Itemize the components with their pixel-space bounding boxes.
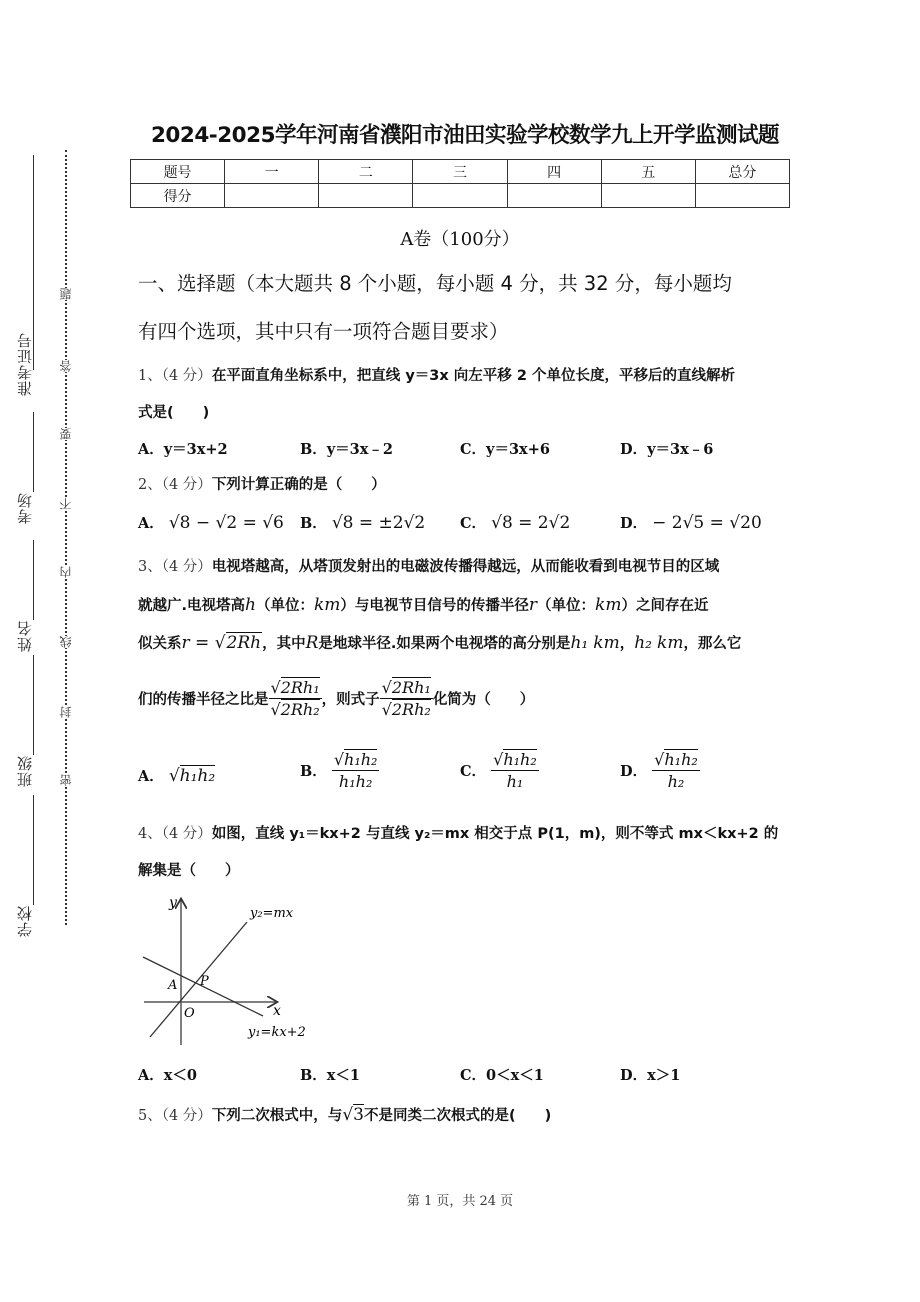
q4-option-b[interactable]: B．x＜1 [300,1067,360,1084]
fraction-numerator: √h₁h₂ [493,750,537,769]
q1-option-c[interactable]: C．y＝3x+6 [460,441,550,458]
radicand: 2Rh₁ [280,678,320,697]
text: ，那么它 [683,636,742,652]
seal-char: 内 [59,566,73,578]
q1-option-b[interactable]: B．y＝3x﹣2 [300,441,394,458]
q4-option-a[interactable]: A．x＜0 [138,1067,197,1084]
seal-dotted-line [65,150,67,925]
line-y2 [150,922,247,1037]
text: 是地球半径.如果两个电视塔的高分别是 [318,636,571,652]
unit-km: km [593,633,620,653]
score-cell[interactable] [413,184,507,208]
header-cell: 二 [319,160,413,184]
text: 就越广.电视塔高 [138,598,246,614]
question-3-line2 [138,594,798,615]
text: 们的传播半径之比是 [138,692,269,708]
fraction-denominator: h₁ [506,772,524,791]
text: 似关系 [138,636,182,652]
score-table [130,159,790,208]
radicand: h₁h₂ [664,750,698,769]
text: ）之间存在近 [621,598,709,614]
score-table-header-row [131,160,790,184]
label-a: A [168,978,178,993]
option-label: B． [300,763,327,780]
question-1-line1 [138,364,798,385]
var-h1: h₁ [570,633,589,653]
label-line-y1: y₁=kx+2 [248,1025,306,1040]
question-3-line4 [138,678,798,719]
var-r: r [528,595,538,615]
class-label: 班级 [16,755,34,787]
section-title-line2: 有四个选项，其中只有一项符合题目要求） [138,320,509,343]
option-expression: √8 = ±2√2 [331,513,426,533]
name-label: 姓名 [16,620,34,652]
expression-fraction [380,678,433,719]
seal-char: 题 [59,288,73,300]
question-text: 下列计算正确的是（ ） [211,477,386,493]
question-number: 2、（4 分） [138,477,212,493]
q2-option-c[interactable] [460,512,570,533]
question-5-line1 [138,1104,798,1125]
seal-char: 密 [59,774,73,786]
exam-title: 2024-2025学年河南省濮阳市油田实验学校数学九上开学监测试题 [150,123,780,148]
header-cell: 总分 [695,160,789,184]
q1-option-a[interactable]: A．y＝3x+2 [138,441,228,458]
question-number: 1、（4 分） [138,368,212,384]
option-label: A． [138,515,164,532]
var-h2: h₂ [634,633,652,653]
question-number: 3、（4 分） [138,559,212,575]
text: ， [619,636,635,652]
fraction-numerator: √h₁h₂ [333,750,378,769]
seal-char: 要 [59,428,73,440]
row-label-cell: 得分 [131,184,225,208]
radicand: 2Rh₂ [391,700,431,719]
q4-option-d[interactable]: D．x＞1 [620,1067,681,1084]
question-2-line1 [138,473,798,494]
score-cell[interactable] [695,184,789,208]
option-label: B． [300,515,327,532]
text: ，其中 [262,636,306,652]
unit-km: km [657,633,684,653]
header-cell: 四 [507,160,601,184]
var-h: h [245,595,256,615]
volume-title: A卷（100分） [400,229,520,250]
question-text: 电视塔越高，从塔顶发射出的电磁波传播得越远，从而能收看到电视节目的区域 [211,559,720,575]
label-line-y2: y₂=mx [250,906,294,921]
q1-option-d[interactable]: D．y＝3x﹣6 [620,441,714,458]
q2-option-d[interactable] [620,512,762,533]
header-cell: 三 [413,160,507,184]
exam-room-underline [33,412,34,492]
option-label: D． [620,515,648,532]
header-cell: 题号 [131,160,225,184]
exam-id-label: 准考证号 [16,332,34,396]
score-cell[interactable] [319,184,413,208]
text: （单位： [255,598,314,614]
option-label: D． [620,763,648,780]
option-fraction [491,750,539,791]
unit-km: km [313,595,341,615]
option-expression: √8 = 2√2 [491,513,571,533]
score-cell[interactable] [601,184,695,208]
score-cell[interactable] [507,184,601,208]
page-footer: 第 1 页，共 24 页 [406,1194,514,1209]
q3-option-b[interactable] [300,750,379,791]
var-R: R [305,633,319,653]
name-underline [33,540,34,620]
question-4-line1 [138,822,798,843]
score-cell[interactable] [225,184,319,208]
ratio-fraction [269,678,322,719]
seal-char: 封 [59,706,73,718]
label-x: x [273,1003,281,1019]
label-p: P [200,974,209,989]
q4-option-c[interactable]: C．0＜x＜1 [460,1067,544,1084]
radicand: h₁h₂ [503,750,537,769]
text: ，则式子 [321,692,380,708]
sqrt-2Rh: √2Rh [214,633,262,653]
question-number: 4、（4 分） [138,826,212,842]
question-number: 5、（4 分） [138,1108,212,1124]
header-cell: 五 [601,160,695,184]
section-title-line1: 一、选择题（本大题共 8 个小题，每小题 4 分，共 32 分，每小题均 [138,272,732,295]
q4-figure [130,885,330,1050]
question-text: 在平面直角坐标系中，把直线 y＝3x 向左平移 2 个单位长度，平移后的直线解析 [211,368,735,384]
option-expression: √8 − √2 = √6 [168,513,284,533]
seal-char: 答 [59,360,73,372]
radicand: 2Rh [226,633,262,653]
sqrt-3: √3 [342,1105,364,1125]
text: 化简为（ ） [432,692,535,708]
option-fraction [332,750,380,791]
label-y: y [169,895,177,911]
question-1-line2: 式是( ) [138,405,210,421]
radicand: 3 [353,1105,364,1125]
question-text: 如图，直线 y₁＝kx+2 与直线 y₂＝mx 相交于点 P(1，m)，则不等式 mx＜kx+2 的 [211,826,779,842]
question-3-line3 [138,632,798,653]
option-label: C． [460,763,487,780]
q2-option-a[interactable] [138,512,284,533]
fraction-numerator: √h₁h₂ [654,750,698,769]
fraction-denominator: h₂ [667,772,685,791]
school-label: 学校 [16,905,34,937]
q3-option-a[interactable] [138,765,215,786]
q3-option-d[interactable] [620,750,700,791]
fraction-denominator: h₁h₂ [338,772,373,791]
unit-km: km [595,595,622,615]
fraction-denominator: √2Rh₂ [270,700,320,719]
radicand: 2Rh₂ [280,700,320,719]
option-label: A． [138,768,164,785]
fraction-numerator: √2Rh₁ [270,678,320,697]
seal-char: 不 [59,498,73,510]
radicand: 2Rh₁ [391,678,431,697]
text: ）与电视节目信号的传播半径 [340,598,529,614]
question-3-line1 [138,555,798,576]
question-text: 下列二次根式中，与 [211,1108,343,1124]
header-cell: 一 [225,160,319,184]
question-text: 不是同类二次根式的是( ) [363,1108,552,1124]
q2-option-b[interactable] [300,512,425,533]
text: （单位： [537,598,596,614]
question-4-line2: 解集是（ ） [138,863,240,879]
option-expression: − 2√5 = √20 [652,513,762,533]
q3-option-c[interactable] [460,750,539,791]
seal-char: 线 [59,636,73,648]
class-underline [33,655,34,755]
score-table-score-row [131,184,790,208]
radicand: h₁h₂ [344,750,378,769]
fraction-numerator: √2Rh₁ [381,678,431,697]
exam-room-label: 考场 [16,492,34,524]
fraction-denominator: √2Rh₂ [381,700,431,719]
option-label: C． [460,515,487,532]
option-fraction [652,750,700,791]
school-underline [33,795,34,905]
option-expression: √h₁h₂ [168,766,216,786]
label-origin: O [184,1006,195,1021]
formula-r: r = [181,633,215,653]
radicand: h₁h₂ [179,766,216,786]
